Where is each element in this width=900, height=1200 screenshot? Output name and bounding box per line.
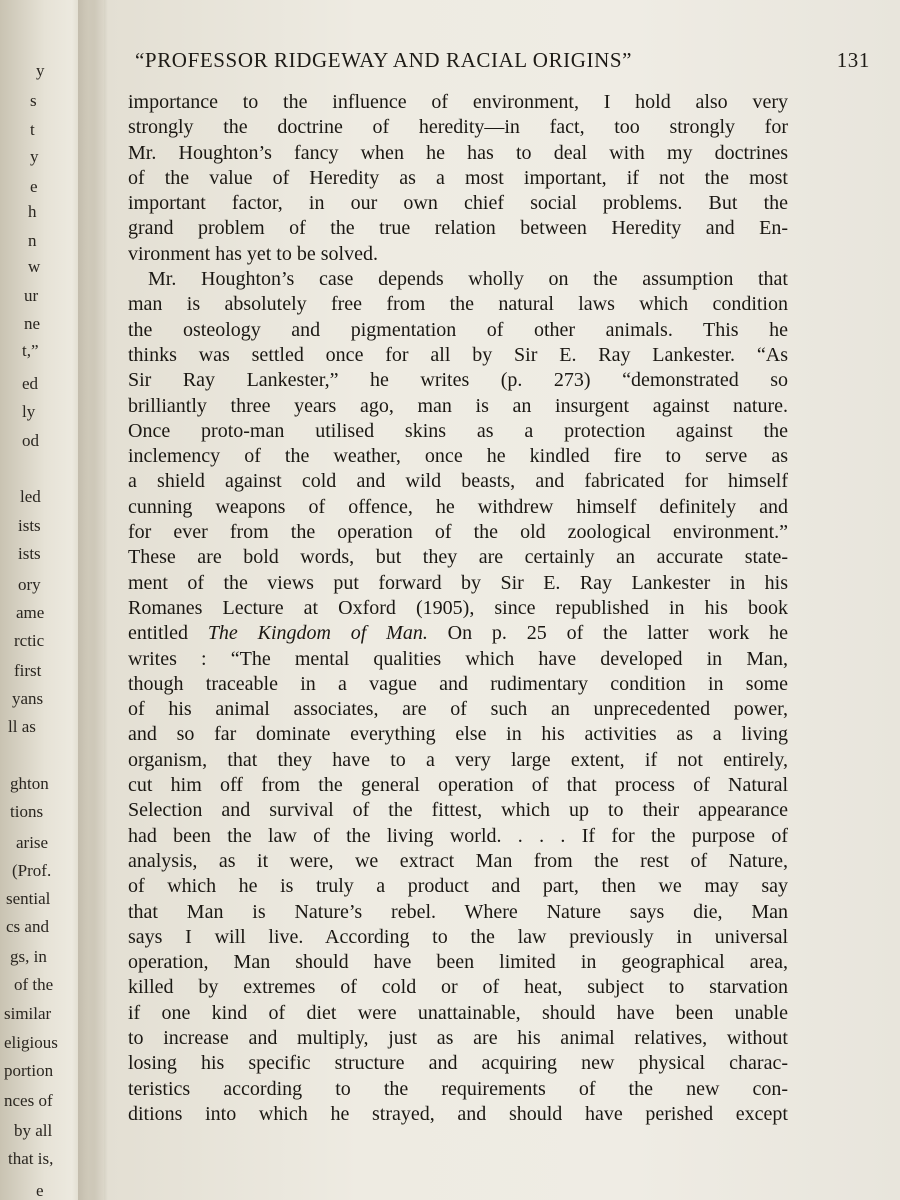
text-line: organism, that they have to a very large extent, if not entirely,	[128, 748, 788, 771]
text-line: the osteology and pigmentation of other animals. This he	[128, 318, 788, 341]
left-page-fragment: ists	[18, 544, 41, 563]
left-page-fragment: yans	[12, 689, 44, 708]
left-page-fragment: led	[20, 487, 41, 506]
left-page-fragment: (Prof.	[12, 861, 52, 880]
left-page-fragment: ur	[24, 286, 39, 305]
paragraph-start-line: Mr. Houghton’s case depends wholly on the assumption that	[148, 268, 788, 291]
text-line: a shield against cold and wild beasts, and fabricated for himself	[128, 470, 788, 493]
text-line: analysis, as it were, we extract Man from the rest of Nature,	[128, 849, 788, 872]
left-page-fragment: tions	[10, 802, 44, 821]
text-line: killed by extremes of cold or of heat, subject to starvation	[128, 976, 788, 999]
left-page-fragment: w	[28, 257, 41, 276]
text-line: brilliantly three years ago, man is an insurgent against nature.	[128, 394, 788, 417]
text-run: On p. 25 of the latter work he	[427, 622, 788, 645]
left-page-fragment: eligious	[4, 1033, 58, 1052]
text-line: ment of the views put forward by Sir E. Ray Lankester in his	[128, 571, 788, 594]
text-line: importance to the influence of environment, I hold also very	[128, 91, 788, 113]
text-line: cut him off from the general operation of that process of Natural	[128, 774, 788, 797]
left-page-fragment: ory	[18, 575, 41, 594]
running-head-title: “PROFESSOR RIDGEWAY AND RACIAL ORIGINS”	[135, 48, 633, 72]
text-line: man is absolutely free from the natural laws which condition	[128, 293, 788, 316]
text-line: vironment has yet to be solved.	[128, 242, 378, 265]
text-line: thinks was settled once for all by Sir E. Ray Lankester. “As	[128, 343, 788, 366]
left-page-fragment: s	[30, 91, 37, 110]
left-page-fragment: ame	[16, 603, 45, 622]
text-line: had been the law of the living world. . . . If for the purpose of	[128, 824, 788, 847]
left-page-fragment: y	[30, 147, 39, 166]
left-page-fragment: ly	[22, 402, 36, 421]
text-line: teristics according to the requirements of the new con-	[128, 1077, 788, 1100]
book-title-italic: The Kingdom of Man.	[207, 622, 428, 645]
text-line: Romanes Lecture at Oxford (1905), since republished in his book	[128, 596, 788, 619]
text-line: that Man is Nature’s rebel. Where Nature says die, Man	[128, 900, 788, 923]
text-line: Once proto-man utilised skins as a protection against the	[128, 419, 788, 442]
left-page-fragment: ll as	[8, 717, 36, 736]
left-page-fragment: by all	[14, 1121, 53, 1140]
left-page-fragment: od	[22, 431, 39, 450]
left-page-fragment: ed	[22, 374, 39, 393]
text-line: inclemency of the weather, once he kindled fire to serve as	[128, 445, 788, 468]
left-page-fragment: cs and	[6, 917, 49, 936]
text-line: says I will live. According to the law previously in universal	[128, 925, 788, 948]
left-page-fragment: ghton	[10, 774, 49, 793]
left-page-fragment: similar	[4, 1004, 52, 1023]
left-page-fragment: that is,	[8, 1149, 54, 1168]
left-page-fragment: e	[36, 1181, 44, 1200]
left-page-fragment: ne	[24, 314, 41, 333]
text-line: writes : “The mental qualities which have developed in Man,	[128, 647, 788, 670]
left-page-fragment: gs, in	[10, 947, 47, 966]
text-line: Mr. Houghton’s fancy when he has to deal with my doctrines	[128, 141, 788, 164]
text-line: for ever from the operation of the old zoological environment.”	[128, 521, 788, 544]
text-line: cunning weapons of offence, he withdrew himself definitely and	[128, 495, 788, 518]
body-text	[128, 90, 788, 1127]
running-head	[135, 48, 870, 73]
left-page-fragment: rctic	[14, 631, 45, 650]
left-page-fragment: t	[30, 120, 35, 139]
text-line: to increase and multiply, just as are his animal relatives, without	[128, 1026, 788, 1049]
text-line: Selection and survival of the fittest, which up to their appearance	[128, 799, 788, 822]
text-line: Sir Ray Lankester,” he writes (p. 273) “demonstrated so	[128, 369, 788, 392]
text-line: if one kind of diet were unattainable, should have been unable	[128, 1001, 788, 1024]
text-line: of the value of Heredity as a most important, if not the most	[128, 166, 788, 189]
left-page-fragment: first	[14, 661, 42, 680]
text-line: grand problem of the true relation between Heredity and En-	[128, 217, 788, 240]
left-page-fragment: portion	[4, 1061, 54, 1080]
text-line: and so far dominate everything else in his activities as a living	[128, 723, 788, 746]
left-page-fragment: t,”	[22, 341, 39, 360]
left-page-fragment: e	[30, 177, 38, 196]
text-line: of which he is truly a product and part, then we may say	[128, 875, 788, 898]
left-page-edge	[0, 0, 78, 1200]
text-line-with-book-title	[128, 621, 788, 646]
left-page-fragment: arise	[16, 833, 49, 852]
left-page-fragment: y	[36, 61, 45, 80]
text-line: important factor, in our own chief social problems. But the	[128, 192, 788, 215]
left-page-fragment: h	[28, 202, 37, 221]
text-line: operation, Man should have been limited in geographical area,	[128, 951, 788, 974]
left-page-fragment: ists	[18, 516, 41, 535]
left-page-fragment: sential	[6, 889, 51, 908]
right-page	[95, 0, 900, 1200]
left-page-fragment: of the	[14, 975, 54, 994]
left-page-fragment: nces of	[4, 1091, 53, 1110]
text-line: of his animal associates, are of such an unprecedented power,	[128, 698, 788, 721]
text-run: entitled	[128, 622, 208, 645]
text-line: ditions into which he strayed, and should have perished except	[128, 1102, 788, 1125]
text-line: These are bold words, but they are certainly an accurate state-	[128, 546, 788, 569]
text-line: though traceable in a vague and rudimentary condition in some	[128, 672, 788, 695]
page-number: 131	[836, 48, 870, 72]
text-line: losing his specific structure and acquiring new physical charac-	[128, 1052, 788, 1075]
text-line: strongly the doctrine of heredity—in fact, too strongly for	[128, 116, 788, 139]
left-page-fragment: n	[28, 231, 37, 250]
